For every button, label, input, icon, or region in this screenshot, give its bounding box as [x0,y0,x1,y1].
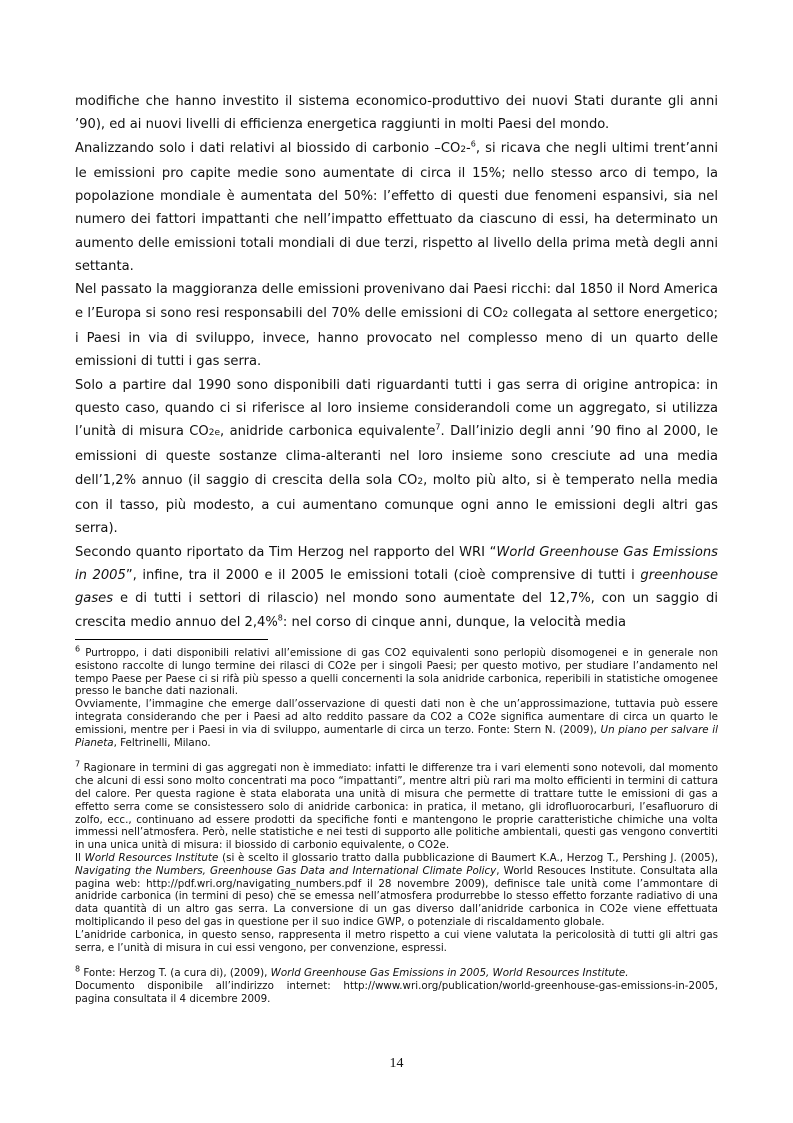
page-number: 14 [389,1056,404,1071]
footnote-6: $^6$ Purtroppo, i dati disponibili relativi all’emissione di gas CO2 equivalenti sono perlopiù disomogenei e in generale non esistono raccolte di lungo termine dei rilasci di CO2e per i singoli Paesi; per questo motivo, per studiare l’andamento nel tempo Paese per Paese ci si rifà più spesso a quelli concernenti la sola anidride carbonica, reperibili in statistiche omogenee presso le banche dati nazionali. [75,644,718,698]
paragraph-4: Solo a partire dal 1990 sono disponibili dati riguardanti tutti i gas serra di origine antropica: in questo caso, quando ci si riferisce al loro insieme considerandoli come un aggregato, si utilizza l’unità di misura CO2e, anidride carbonica equivalente$^7$. Dall’inizio degli anni ’90 fino al 2000, le emissioni di queste sostanze clima-alteranti nel loro insieme sono cresciute ad una media dell’1,2% annuo (il saggio di crescita della sola CO2, molto più alto, si è temperato nella media con il tasso, più modesto, a cui aumentano comunque ogni anno le emissioni degli altri gas serra). [75,377,718,537]
paragraph-3: Nel passato la maggioranza delle emissioni provenivano dai Paesi ricchi: dal 1850 il Nord America e l’Europa si sono resi responsabili del 70% delle emissioni di CO2 collegata al settore energetico; i Paesi in via di sviluppo, invece, hanno provocato nel complesso meno di un quarto delle emissioni di tutti i gas serra. [75,282,718,370]
footnote-7-conclusion: L’anidride carbonica, in questo senso, rappresenta il metro rispetto a cui viene valutata la pericolosità di tutti gli altri gas serra, e l’unità di misura in cui essi vengono, per convenzione, espressi. [75,928,718,954]
footnote-8-continued: Documento disponibile all’indirizzo internet: http://www.wri.org/publication/world-greenhouse-gas-emissions-in-2005, pagina consultata il 4 dicembre 2009. [75,980,718,1005]
paragraph-1: modifiche che hanno investito il sistema economico-produttivo dei nuovi Stati durante gli anni ’90), ed ai nuovi livelli di efficienza energetica raggiunti in molti Paesi del mondo. [75,94,718,133]
footnote-ref-7: 7 [435,422,441,432]
footnotes [75,644,719,1006]
footnote-ref-6: 6 [470,139,476,149]
main-body-text [75,90,718,634]
footnote-ref-8: 8 [277,613,283,623]
footnote-6-continued: Ovviamente, l’immagine che emerge dall’osservazione di questi dati non è che un’approssimazione, tuttavia può essere integrata considerando che per i Paesi ad alto reddito passare da CO2 a CO2e significa aumentare di circa un quarto le emissioni, mentre per i Paesi in via di sviluppo, aumentarle di circa un terzo. Fonte: Stern N. (2009), Un piano per salvare il Pianeta, Feltrinelli, Milano. [75,698,719,749]
paragraph-5: Secondo quanto riportato da Tim Herzog nel rapporto del WRI “World Greenhouse Gas Emissions in 2005”, infine, tra il 2000 e il 2005 le emissioni totali (cioè comprensive di tutti i greenhouse gases e di tutti i settori di rilascio) nel mondo sono aumentate del 12,7%, con un saggio di crescita medio annuo del 2,4%$^8$: nel corso di cinque anni, dunque, la velocità media [75,544,718,630]
footnote-8: $^8$ Fonte: Herzog T. (a cura di), (2009), World Greenhouse Gas Emissions in 2005, World Resources Institute. [75,964,629,980]
paragraph-2: Analizzando solo i dati relativi al biossido di carbonio –CO2-$^6$, si ricava che negli ultimi trent’anni le emissioni pro capite medie sono aumentate di circa il 15%; nello stesso arco di tempo, la popolazione mondiale è aumentata del 50%: l’effetto di questi due fenomeni espansivi, sia nel numero dei fattori impattanti che nell’impatto effettuato da ciascuno di essi, ha determinato un aumento delle emissioni totali mondiali di due terzi, rispetto al livello della prima metà degli anni settanta. [75,139,718,275]
footnote-separator [75,639,268,640]
footnote-7: $^7$ Ragionare in termini di gas aggregati non è immediato: infatti le differenze tra i vari elementi sono notevoli, dal momento che alcuni di essi sono molto concentrati ma poco “impattanti”, mentre altri più rari ma molto efficienti in termini di cattura del calore. Per questa ragione è stata elaborata una unità di misura che permette di trattare tutte le emissioni di gas a effetto serra come se consistessero solo di anidride carbonica: in pratica, il metano, gli idrofluorocarburi, l’esafluoruro di zolfo, ecc., continuano ad essere prodotti da specifiche fonti e mantengono le proprie caratteristiche chimiche una volta immessi nell’atmosfera. Però, nelle statistiche e nei testi di supporto alle politiche ambientali, questi gas vengono convertiti in una unica unità di misura: il biossido di carbonio equivalente, o CO2e. [75,759,718,852]
footnote-7-continued: Il World Resources Institute (si è scelto il glossario tratto dalla pubblicazione di Baumert K.A., Herzog T., Pershing J. (2005), Navigating the Numbers, Greenhouse Gas Data and International Climate Policy, World Resouces Institute. Consultata alla pagina web: http://pdf.wri.org/navigating_numbers.pdf il 28 novembre 2009), definisce tale unità come l’ammontare di anidride carbonica (in termini di peso) che se emessa nell’atmosfera produrrebbe lo stesso effetto forzante radiativo di una data quantità di un altro gas serra. La conversione di un gas diverso dall’anidride carbonica in CO2e viene effettuata moltiplicando il peso del gas in questione per il suo indice GWP, o potenziale di riscaldamento globale. [75,851,718,928]
